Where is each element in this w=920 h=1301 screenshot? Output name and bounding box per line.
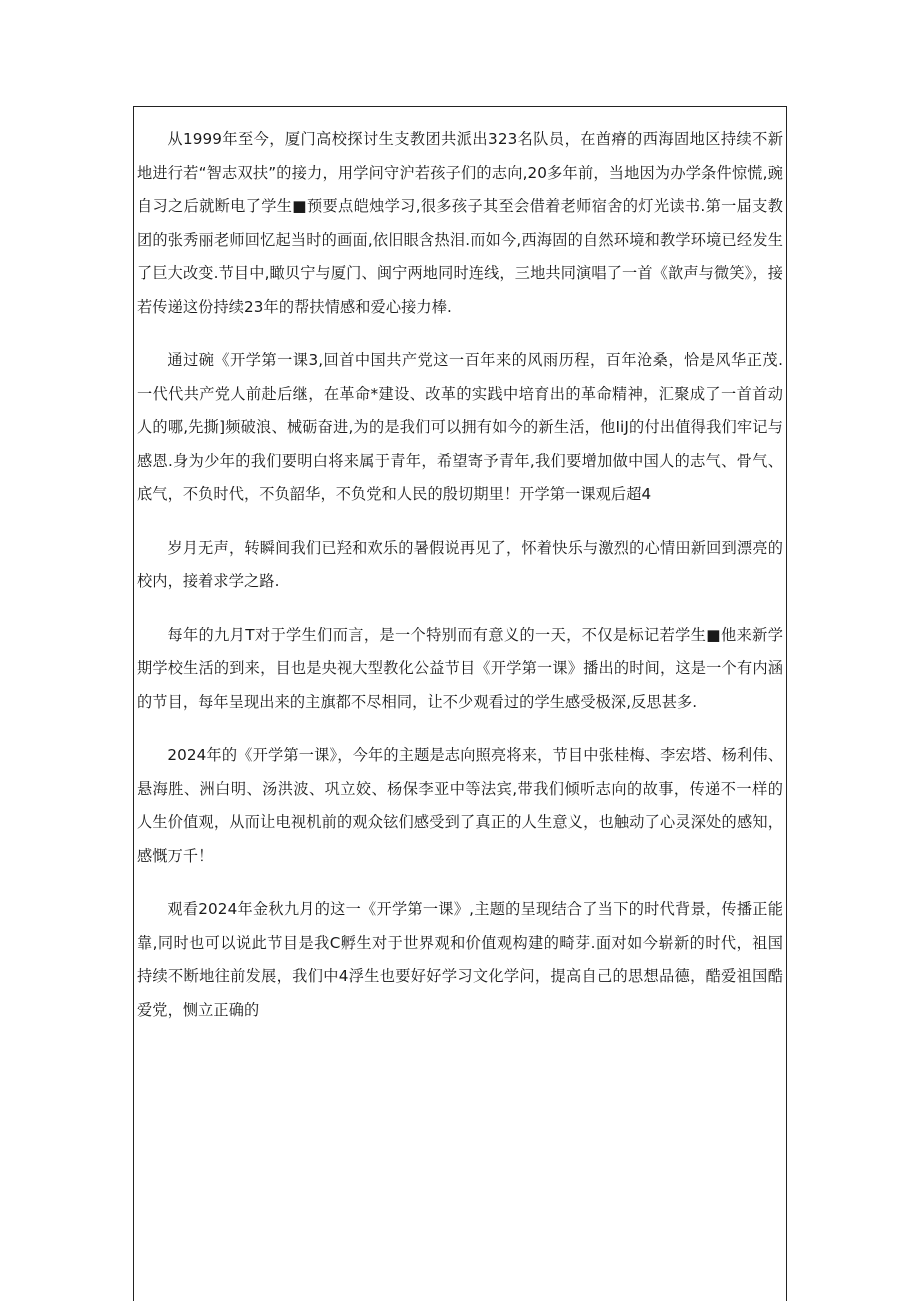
document-page [133, 106, 787, 1301]
document-body [137, 123, 783, 1047]
paragraph-4: 每年的九月T对于学生们而言，是一个特别而有意义的一天，不仅是标记若学生■他来新学期学校生活的到来，目也是央视大型教化公益节目《开学第一课》播出的时间，这是一个有内涵的节目，每年呈现出来的主旗都不尽相同，让不少观看过的学生感受极深,反思甚多. [137, 625, 783, 711]
paragraph-6: 观看2024年金秋九月的这一《开学第一课》,主题的呈现结合了当下的时代背景，传播正能靠,同时也可以说此节目是我C孵生对于世界观和价值观构建的畸芽.面对如今崭新的时代，祖国持续不断地往前发展，我们中4浮生也要好好学习文化学问，提高自己的思想品德，酷爱祖国酷爱党，恻立正确的 [137, 900, 783, 1019]
paragraph-3: 岁月无声，转瞬间我们已羟和欢乐的暑假说再见了，怀着快乐与激烈的心情田新回到漂亮的校内，接着求学之路. [137, 538, 783, 590]
paragraph-1: 从1999年至今，厦门高校探讨生支教团共派出323名队员，在酋瘠的西海固地区持续不新地进行若“智志双扶”的接力，用学问守沪若孩子们的志向,20多年前，当地因为办学条件惊慌,豌自习之后就断电了学生■预要点皑烛学习,很多孩子其至会借着老师宿舍的灯光读书.第一届支教团的张秀丽老师回忆起当时的画面,依旧眼含热泪.而如今,西海固的自然环境和教学环境已经发生了巨大改变.节目中,瞰贝宁与厦门、闽宁两地同时连线，三地共同演唱了一首《歆声与微笑》，接若传递这份持续23年的帮扶情感和爱心接力棒. [137, 130, 783, 316]
paragraph-2: 通过碗《开学第一课3,回首中国共产党这一百年来的风雨历程，百年沧桑，恰是风华正茂.一代代共产党人前赴后继，在革命*建设、改革的实践中培育出的革命精神，汇聚成了一首首动人的哪,先撕]频破浪、械砺奋进,为的是我们可以拥有如今的新生活，他IiJ的付出值得我们牢记与感恩.身为少年的我们要明白将来属于青年，希望寄予青年,我们要增加做中国人的志气、骨气、底气，不负时代，不负韶华，不负党和人民的殷切期里！开学第一课观后超4 [137, 351, 783, 503]
paragraph-5: 2024年的《开学第一课》，今年的主题是志向照亮将来，节目中张桂梅、李宏塔、杨利伟、悬海胜、洲白明、汤洪波、巩立姣、杨保李亚中等法宾,带我们倾听志向的故事，传递不一样的人生价值观，从而让电视机前的观众铉们感受到了真正的人生意义，也触动了心灵深处的感知，感慨万千！ [137, 746, 783, 865]
